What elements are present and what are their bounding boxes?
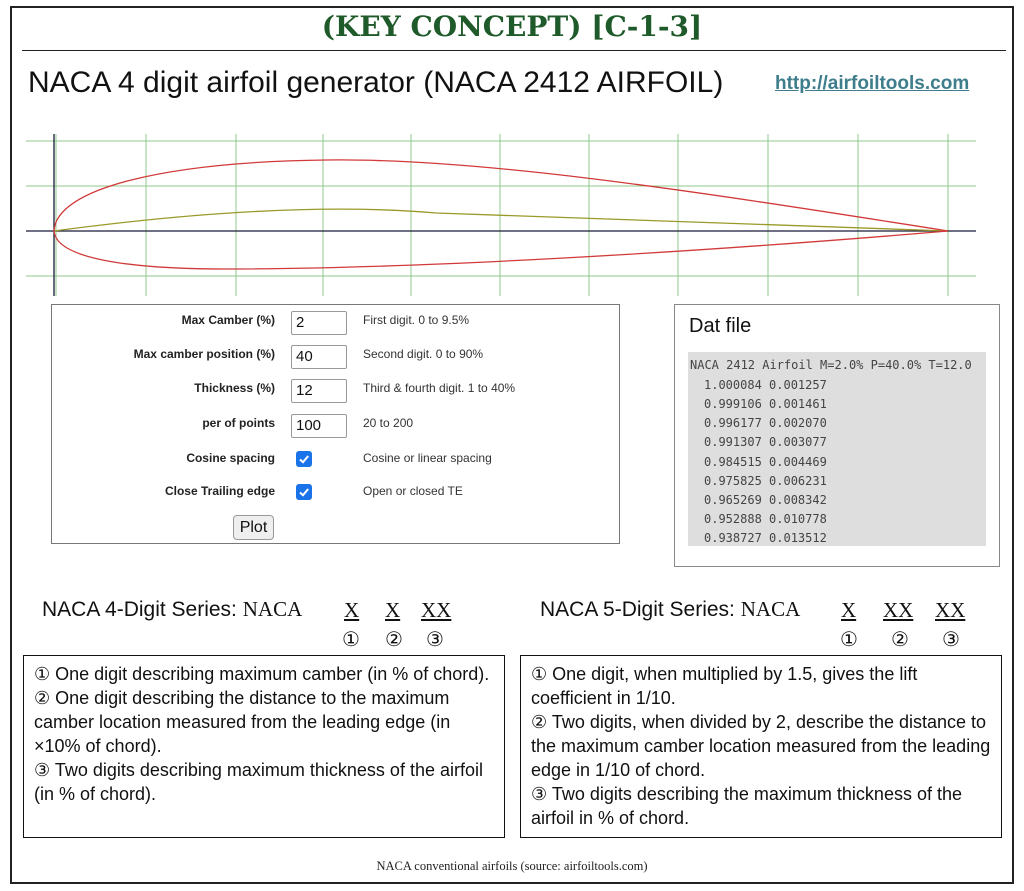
title-divider (22, 50, 1006, 51)
dat-header-line: NACA 2412 Airfoil M=2.0% P=40.0% T=12.0 (690, 358, 972, 372)
thickness-hint: Third & fourth digit. 1 to 40% (363, 381, 516, 395)
airfoil-plot (26, 128, 978, 298)
naca4-marker-2: ② (385, 627, 403, 651)
trailing-edge-checkbox[interactable] (296, 484, 312, 500)
max-camber-input[interactable]: 2 (291, 311, 347, 335)
naca5-description-box (520, 655, 1002, 838)
dat-row: 0.952888 0.010778 (704, 512, 827, 526)
dat-row: 0.938727 0.013512 (704, 531, 827, 545)
form-row-max-camber (52, 305, 621, 335)
generator-title: NACA 4 digit airfoil generator (NACA 2412 AIRFOIL) (28, 66, 724, 99)
points-label: per of points (202, 416, 275, 430)
naca5-desc-line: ③ Two digits describing the maximum thickness of the airfoil in % of chord. (531, 784, 962, 828)
form-row-cosine (52, 443, 621, 473)
naca5-series-heading (540, 597, 800, 622)
check-icon (298, 486, 310, 498)
camber-position-label: Max camber position (%) (133, 347, 275, 361)
upper-surface (54, 160, 948, 231)
naca4-prefix: NACA (242, 597, 303, 621)
naca4-marker-3: ③ (426, 627, 444, 651)
naca5-digit-2: XX (883, 598, 914, 622)
naca5-marker-3: ③ (942, 627, 960, 651)
dat-file-content[interactable] (688, 352, 986, 546)
trailing-edge-hint: Open or closed TE (363, 484, 463, 498)
dat-row: 0.991307 0.003077 (704, 435, 827, 449)
naca5-marker-2: ② (891, 627, 909, 651)
naca5-series-label: NACA 5-Digit Series: (540, 598, 735, 621)
cosine-hint: Cosine or linear spacing (363, 451, 492, 465)
camber-line (54, 209, 948, 231)
naca4-marker-1: ① (342, 627, 360, 651)
naca4-digit-2: X (385, 598, 401, 622)
max-camber-label: Max Camber (%) (181, 313, 275, 327)
check-icon (298, 453, 310, 465)
naca5-prefix: NACA (740, 597, 801, 621)
form-row-points (52, 408, 621, 438)
dat-row: 0.975825 0.006231 (704, 474, 827, 488)
form-row-thickness (52, 373, 621, 403)
dat-file-panel (674, 304, 1000, 567)
dat-row: 0.984515 0.004469 (704, 455, 827, 469)
key-concept-title: (KEY CONCEPT) [C-1-3] (321, 10, 703, 43)
form-row-trailing-edge (52, 476, 621, 506)
figure-caption: NACA conventional airfoils (source: airfoiltools.com) (376, 859, 648, 873)
dat-row: 0.965269 0.008342 (704, 493, 827, 507)
camber-position-input[interactable]: 40 (291, 345, 347, 369)
thickness-label: Thickness (%) (194, 381, 275, 395)
camber-position-hint: Second digit. 0 to 90% (363, 347, 484, 361)
naca4-digit-3: XX (421, 598, 452, 622)
generator-form (51, 304, 620, 544)
naca5-marker-1: ① (840, 627, 858, 651)
cosine-checkbox[interactable] (296, 451, 312, 467)
airfoiltools-link[interactable]: http://airfoiltools.com (775, 73, 970, 94)
naca5-desc-line: ② Two digits, when divided by 2, describe the distance to the maximum camber location measured from the leading edge in 1/10 of chord. (531, 712, 991, 780)
naca4-desc-line: ③ Two digits describing maximum thickness of the airfoil (in % of chord). (34, 760, 483, 804)
naca4-series-heading (42, 597, 302, 622)
naca4-series-label: NACA 4-Digit Series: (42, 598, 237, 621)
points-hint: 20 to 200 (363, 416, 414, 430)
naca5-digit-3: XX (935, 598, 966, 622)
naca5-digit-1: X (841, 598, 857, 622)
thickness-input[interactable]: 12 (291, 379, 347, 403)
form-row-camber-position (52, 339, 621, 369)
naca4-description-box (23, 655, 505, 838)
naca4-desc-line: ② One digit describing the distance to the maximum camber location measured from the leading edge (in ×10% of chord). (34, 688, 451, 756)
naca4-desc-line: ① One digit describing maximum camber (in % of chord). (34, 664, 490, 684)
naca5-desc-line: ① One digit, when multiplied by 1.5, gives the lift coefficient in 1/10. (531, 664, 918, 708)
dat-row: 0.996177 0.002070 (704, 416, 827, 430)
naca4-digit-1: X (344, 598, 360, 622)
cosine-label: Cosine spacing (186, 451, 275, 465)
dat-row: 0.999106 0.001461 (704, 397, 827, 411)
max-camber-hint: First digit. 0 to 9.5% (363, 313, 470, 327)
plot-button[interactable]: Plot (233, 515, 274, 540)
dat-file-title: Dat file (689, 315, 752, 337)
lower-surface (54, 231, 948, 269)
dat-row: 1.000084 0.001257 (704, 378, 827, 392)
trailing-edge-label: Close Trailing edge (164, 484, 275, 498)
points-input[interactable]: 100 (291, 414, 347, 438)
